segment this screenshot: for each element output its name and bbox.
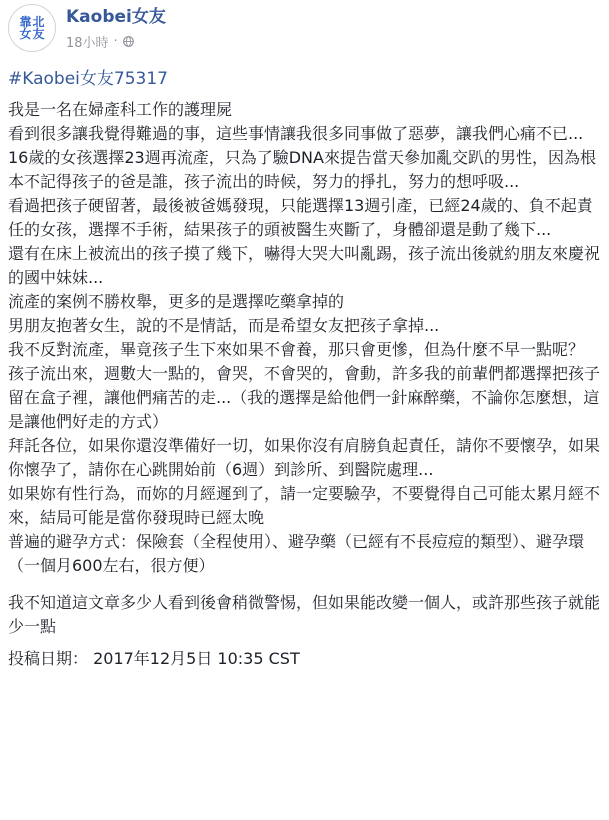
paragraph: 看到很多讓我覺得難過的事，這些事情讓我很多同事做了惡夢，讓我們心痛不已... xyxy=(8,124,584,143)
paragraph-gap xyxy=(8,578,604,591)
post-subline xyxy=(66,32,166,51)
separator-dot: · xyxy=(113,34,118,49)
post-meta xyxy=(66,4,166,51)
paragraph: 16歲的女孩選擇23週再流產，只為了驗DNA來提告當天參加亂交趴的男性，因為根本不記得孩子的爸是誰，孩子流出的時候，努力的掙扎，努力的想呼吸... xyxy=(8,148,596,191)
paragraph: 我是一名在婦產科工作的護理屍 xyxy=(8,100,233,119)
paragraph: 我不反對流產，畢竟孩子生下來如果不會養，那只會更慘，但為什麼不早一點呢？ xyxy=(8,340,585,359)
paragraph: 還有在床上被流出的孩子摸了幾下，嚇得大哭大叫亂踢，孩子流出後就約朋友來慶祝的國中妹妹... xyxy=(8,244,601,287)
paragraph: 流產的案例不勝枚舉，更多的是選擇吃藥拿掉的 xyxy=(8,292,345,311)
post-hashtag[interactable]: #Kaobei女友75317 xyxy=(8,69,168,89)
page-name-link[interactable]: Kaobei女友 xyxy=(66,7,166,27)
globe-icon xyxy=(123,36,134,47)
submission-date: 投稿日期： 2017年12月5日 10:35 CST xyxy=(8,649,300,668)
post-header xyxy=(8,4,166,54)
closing-paragraph: 我不知道這文章多少人看到後會稍微警惕，但如果能改變一個人，或許那些孩子就能少一點 xyxy=(8,593,601,636)
paragraph: 孩子流出來，週數大一點的，會哭，不會哭的，會動，許多我的前輩們都選擇把孩子留在盒子裡，讓他們痛苦的走...（我的選擇是給他們一針麻醉藥，不論你怎麼想，這是讓他們好走的方式） xyxy=(8,364,601,431)
avatar[interactable]: 靠 北 女 友 xyxy=(8,4,56,52)
paragraph: 拜託各位，如果你還沒準備好一切，如果你沒有肩膀負起責任，請你不要懷孕，如果你懷孕了，請你在心跳開始前（6週）到診所、到醫院處理... xyxy=(8,436,601,479)
paragraph: 男朋友抱著女生，說的不是情話，而是希望女友把孩子拿掉... xyxy=(8,316,440,335)
avatar-logo: 靠 北 xyxy=(19,15,45,29)
post-timestamp[interactable]: 18小時 xyxy=(66,36,109,51)
paragraph: 如果妳有性行為，而妳的月經遲到了，請一定要驗孕，不要覺得自己可能太累月經不來，結局可能是當你發現時已經太晚 xyxy=(8,484,601,527)
paragraph: 看過把孩子硬留著，最後被爸媽發現，只能選擇13週引產，已經24歲的、負不起責任的女孩，選擇不手術，結果孩子的頭被醫生夾斷了，身體卻還是動了幾下... xyxy=(8,196,593,239)
paragraph: 普遍的避孕方式：保險套（全程使用）、避孕藥（已經有不長痘痘的類型）、避孕環（一個月600左右，很方便） xyxy=(8,532,585,575)
post-body xyxy=(8,98,604,671)
